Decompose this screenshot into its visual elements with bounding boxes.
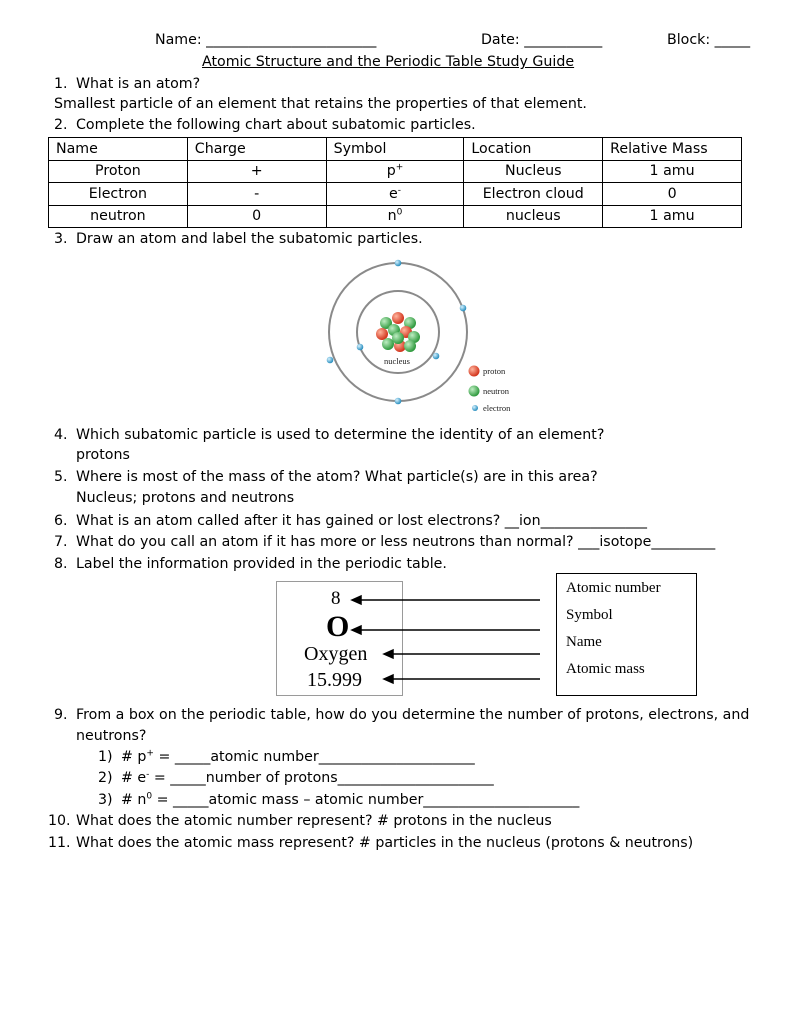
q4-question: Which subatomic particle is used to determine the identity of an element? <box>76 427 605 443</box>
table-row <box>49 183 742 206</box>
q9-item-number: 3) <box>98 792 113 808</box>
table-row <box>49 205 742 228</box>
q9-question: From a box on the periodic table, how do you determine the number of protons, electrons, and <box>76 707 750 723</box>
particle-mass: 0 <box>603 183 742 206</box>
q7-question: What do you call an atom if it has more or less neutrons than normal? ___isotope_________ <box>76 534 716 550</box>
table-header-cell: Location <box>464 138 603 161</box>
element-atomic-mass: 15.999 <box>307 669 362 691</box>
q11-question: What does the atomic mass represent? # particles in the nucleus (protons & neutrons) <box>76 835 694 851</box>
q2-question: Complete the following chart about subatomic particles. <box>76 117 476 133</box>
table-header-cell: Charge <box>187 138 326 161</box>
label-arrows <box>350 590 550 686</box>
info-label: Name <box>566 634 602 650</box>
particle-symbol: p+ <box>326 160 464 183</box>
arrowhead <box>352 596 361 604</box>
particle-charge: - <box>187 183 326 206</box>
particle-name: Electron <box>49 183 188 206</box>
particle-mass: 1 amu <box>603 205 742 228</box>
q5-question: Where is most of the mass of the atom? What particle(s) are in this area? <box>76 469 598 485</box>
q9-question-cont: neutrons? <box>76 728 147 744</box>
table-header-row <box>49 138 742 161</box>
q1-question: What is an atom? <box>76 76 201 92</box>
element-atomic-number: 8 <box>331 588 341 609</box>
table-header-cell: Relative Mass <box>603 138 742 161</box>
element-name: Oxygen <box>304 643 368 665</box>
q7-number: 7. <box>54 534 68 550</box>
nucleus <box>376 312 420 352</box>
q1-answer: Smallest particle of an element that retains the properties of that element. <box>54 96 587 112</box>
electron-legend-label: electron <box>483 403 511 413</box>
info-label: Atomic number <box>566 580 661 596</box>
proton-legend-icon <box>469 366 480 377</box>
q3-number: 3. <box>54 231 68 247</box>
electron-legend-icon <box>472 405 478 411</box>
particle-location: nucleus <box>464 205 603 228</box>
q9-item: # $n^0$ = _____atomic mass – atomic number______________________ <box>121 791 580 808</box>
particle-mass: 1 amu <box>603 160 742 183</box>
q8-question: Label the information provided in the periodic table. <box>76 556 447 572</box>
q9-item-number: 2) <box>98 770 113 786</box>
table-header-cell: Symbol <box>326 138 464 161</box>
name-field-label: Name: ________________________ <box>155 32 377 48</box>
page-title: Atomic Structure and the Periodic Table Study Guide <box>202 54 575 70</box>
q11-number: 11. <box>48 835 71 851</box>
q10-number: 10. <box>48 813 71 829</box>
arrowhead <box>352 626 361 634</box>
arrowhead <box>384 650 393 658</box>
q1-number: 1. <box>54 76 68 92</box>
q9-number: 9. <box>54 707 68 723</box>
particle-location: Nucleus <box>464 160 603 183</box>
particle-symbol: e- <box>326 183 464 206</box>
q6-number: 6. <box>54 513 68 529</box>
q4-answer: protons <box>76 447 130 463</box>
particle-symbol: $n^0$ <box>326 205 464 228</box>
q8-number: 8. <box>54 556 68 572</box>
block-field-label: Block: _____ <box>667 32 751 48</box>
particle-name: neutron <box>49 205 188 228</box>
table-row <box>49 160 742 183</box>
nucleus-label: nucleus <box>384 356 410 366</box>
neutron-legend-icon <box>469 386 480 397</box>
q5-answer: Nucleus; protons and neutrons <box>76 490 295 506</box>
q4-number: 4. <box>54 427 68 443</box>
particle-charge: 0 <box>187 205 326 228</box>
neutron-legend-label: neutron <box>483 386 509 396</box>
proton-legend-label: proton <box>483 366 506 376</box>
q2-number: 2. <box>54 117 68 133</box>
q9-item-number: 1) <box>98 749 113 765</box>
info-label: Atomic mass <box>566 661 645 677</box>
particle-name: Proton <box>49 160 188 183</box>
legend <box>469 366 512 414</box>
q6-question: What is an atom called after it has gained or lost electrons? __ion_______________ <box>76 513 647 529</box>
info-label: Symbol <box>566 607 613 623</box>
arrowhead <box>384 675 393 683</box>
q3-question: Draw an atom and label the subatomic particles. <box>76 231 423 247</box>
q10-question: What does the atomic number represent? # protons in the nucleus <box>76 813 552 829</box>
atom-diagram <box>320 258 530 416</box>
q9-item: # p+ = _____atomic number______________________ <box>121 748 475 765</box>
table-header-cell: Name <box>49 138 188 161</box>
q5-number: 5. <box>54 469 68 485</box>
q9-item: # e- = _____number of protons______________________ <box>121 769 494 786</box>
particle-location: Electron cloud <box>464 183 603 206</box>
date-field-label: Date: ___________ <box>481 32 603 48</box>
element-symbol: O <box>326 610 350 643</box>
particle-charge: + <box>187 160 326 183</box>
subatomic-particles-table <box>48 137 742 228</box>
